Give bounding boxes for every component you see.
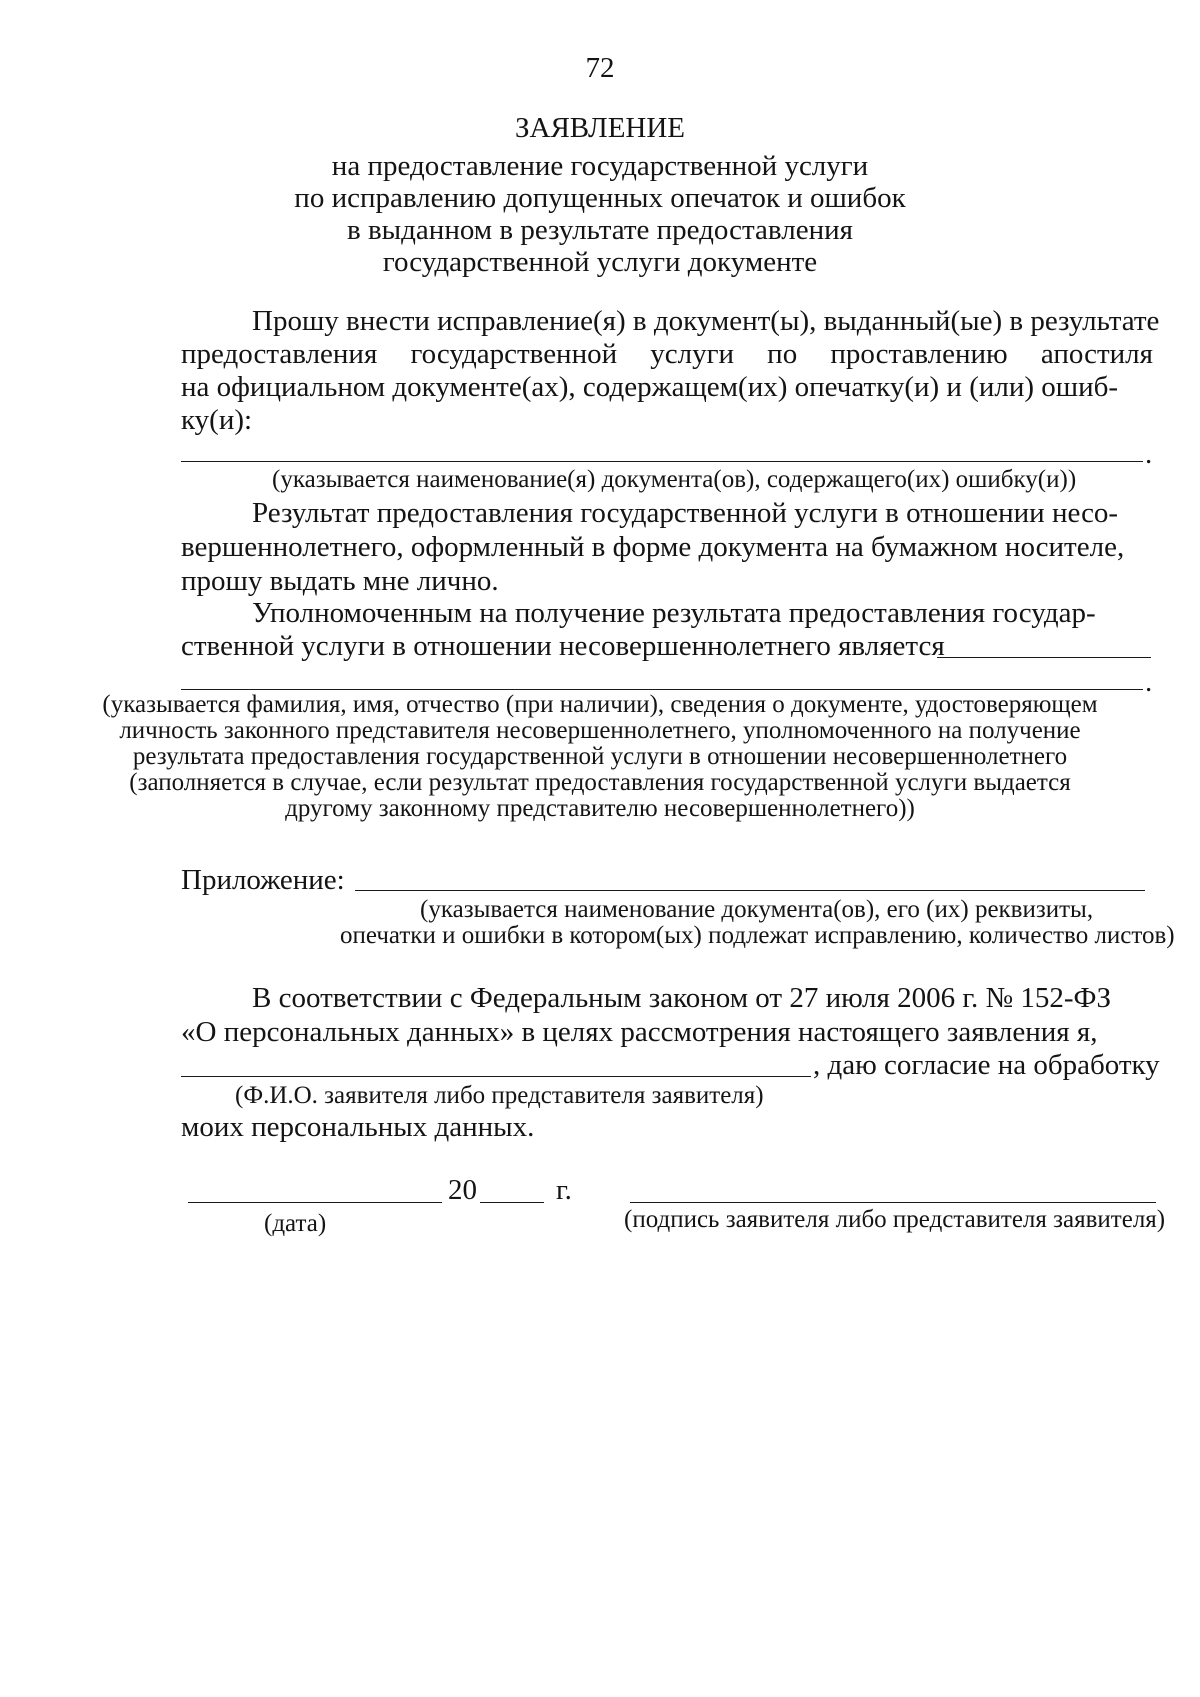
request-word: апостиля — [1040, 338, 1153, 370]
authorized-line-2: ственной услуги в отношении несовершеннолетнего является — [181, 630, 945, 662]
year-field[interactable] — [480, 1202, 544, 1203]
request-line-4: ку(и): — [181, 404, 253, 436]
consent-name-field[interactable] — [181, 1076, 811, 1077]
request-line-3: на официальном документе(ах), содержащем(их) опечатку(и) и (или) ошиб- — [181, 371, 1119, 403]
authorized-line-1: Уполномоченным на получение результата предоставления государ- — [252, 597, 1096, 629]
attachment-label: Приложение: — [181, 864, 345, 896]
signature-hint: (подпись заявителя либо представителя заявителя) — [624, 1206, 1166, 1233]
consent-line-3-end: , даю согласие на обработку — [813, 1049, 1160, 1081]
request-word: по — [767, 338, 798, 370]
signature-field[interactable] — [630, 1202, 1156, 1203]
consent-name-hint: (Ф.И.О. заявителя либо представителя заявителя) — [235, 1082, 764, 1109]
subtitle-line-2: по исправлению допущенных опечаток и ошибок — [294, 182, 906, 214]
request-word: предоставления — [181, 338, 378, 370]
result-line-3: прошу выдать мне лично. — [181, 565, 499, 597]
field-end-mark: . — [1145, 438, 1153, 470]
date-field[interactable] — [188, 1202, 442, 1203]
document-name-hint: (указывается наименование(я) документа(ов), содержащего(их) ошибку(и)) — [272, 466, 1077, 493]
consent-line-1: В соответствии с Федеральным законом от 27 июля 2006 г. № 152-ФЗ — [252, 982, 1111, 1014]
subtitle-line-3: в выданном в результате предоставления — [347, 214, 853, 246]
request-word: государственной — [410, 338, 618, 370]
request-word: услуги — [650, 338, 735, 370]
request-word: проставлению — [830, 338, 1008, 370]
subtitle-line-4: государственной услуги документе — [382, 246, 818, 278]
document-title: ЗАЯВЛЕНИЕ — [514, 112, 686, 144]
date-hint: (дата) — [264, 1210, 327, 1237]
attachment-hint-line-1: (указывается наименование документа(ов), его (их) реквизиты, — [420, 896, 1094, 923]
authorized-hint-line-1: (указывается фамилия, имя, отчество (при наличии), сведения о документе, удостоверяющем — [102, 691, 1098, 718]
authorized-person-field-start[interactable] — [937, 657, 1151, 658]
result-line-1: Результат предоставления государственной услуги в отношении несо- — [252, 497, 1119, 529]
authorized-hint-line-3: результата предоставления государственной услуги в отношении несовершеннолетнего — [132, 743, 1068, 770]
page-number: 72 — [585, 52, 615, 84]
result-line-2: вершеннолетнего, оформленный в форме документа на бумажном носителе, — [181, 531, 1125, 563]
year-suffix: г. — [556, 1174, 572, 1206]
attachment-hint-line-2: опечатки и ошибки в котором(ых) подлежат исправлению, количество листов) — [340, 922, 1175, 949]
authorized-hint-line-5: другому законному представителю несовершеннолетнего)) — [285, 795, 915, 822]
authorized-hint-line-2: личность законного представителя несовершеннолетнего, уполномоченного на получение — [119, 717, 1081, 744]
subtitle-line-1: на предоставление государственной услуги — [331, 150, 869, 182]
request-line-2 — [181, 338, 1153, 371]
authorized-person-field[interactable] — [181, 689, 1143, 690]
authorized-hint-line-4: (заполняется в случае, если результат предоставления государственной услуги выдается — [129, 769, 1071, 796]
request-line-1: Прошу внести исправление(я) в документ(ы), выданный(ые) в результате — [252, 305, 1160, 337]
attachment-field[interactable] — [355, 890, 1145, 891]
field-end-mark: . — [1145, 666, 1153, 698]
year-prefix: 20 — [448, 1174, 477, 1206]
consent-line-4: моих персональных данных. — [181, 1111, 535, 1143]
document-name-field[interactable] — [181, 461, 1143, 462]
consent-line-2: «О персональных данных» в целях рассмотрения настоящего заявления я, — [181, 1016, 1098, 1048]
